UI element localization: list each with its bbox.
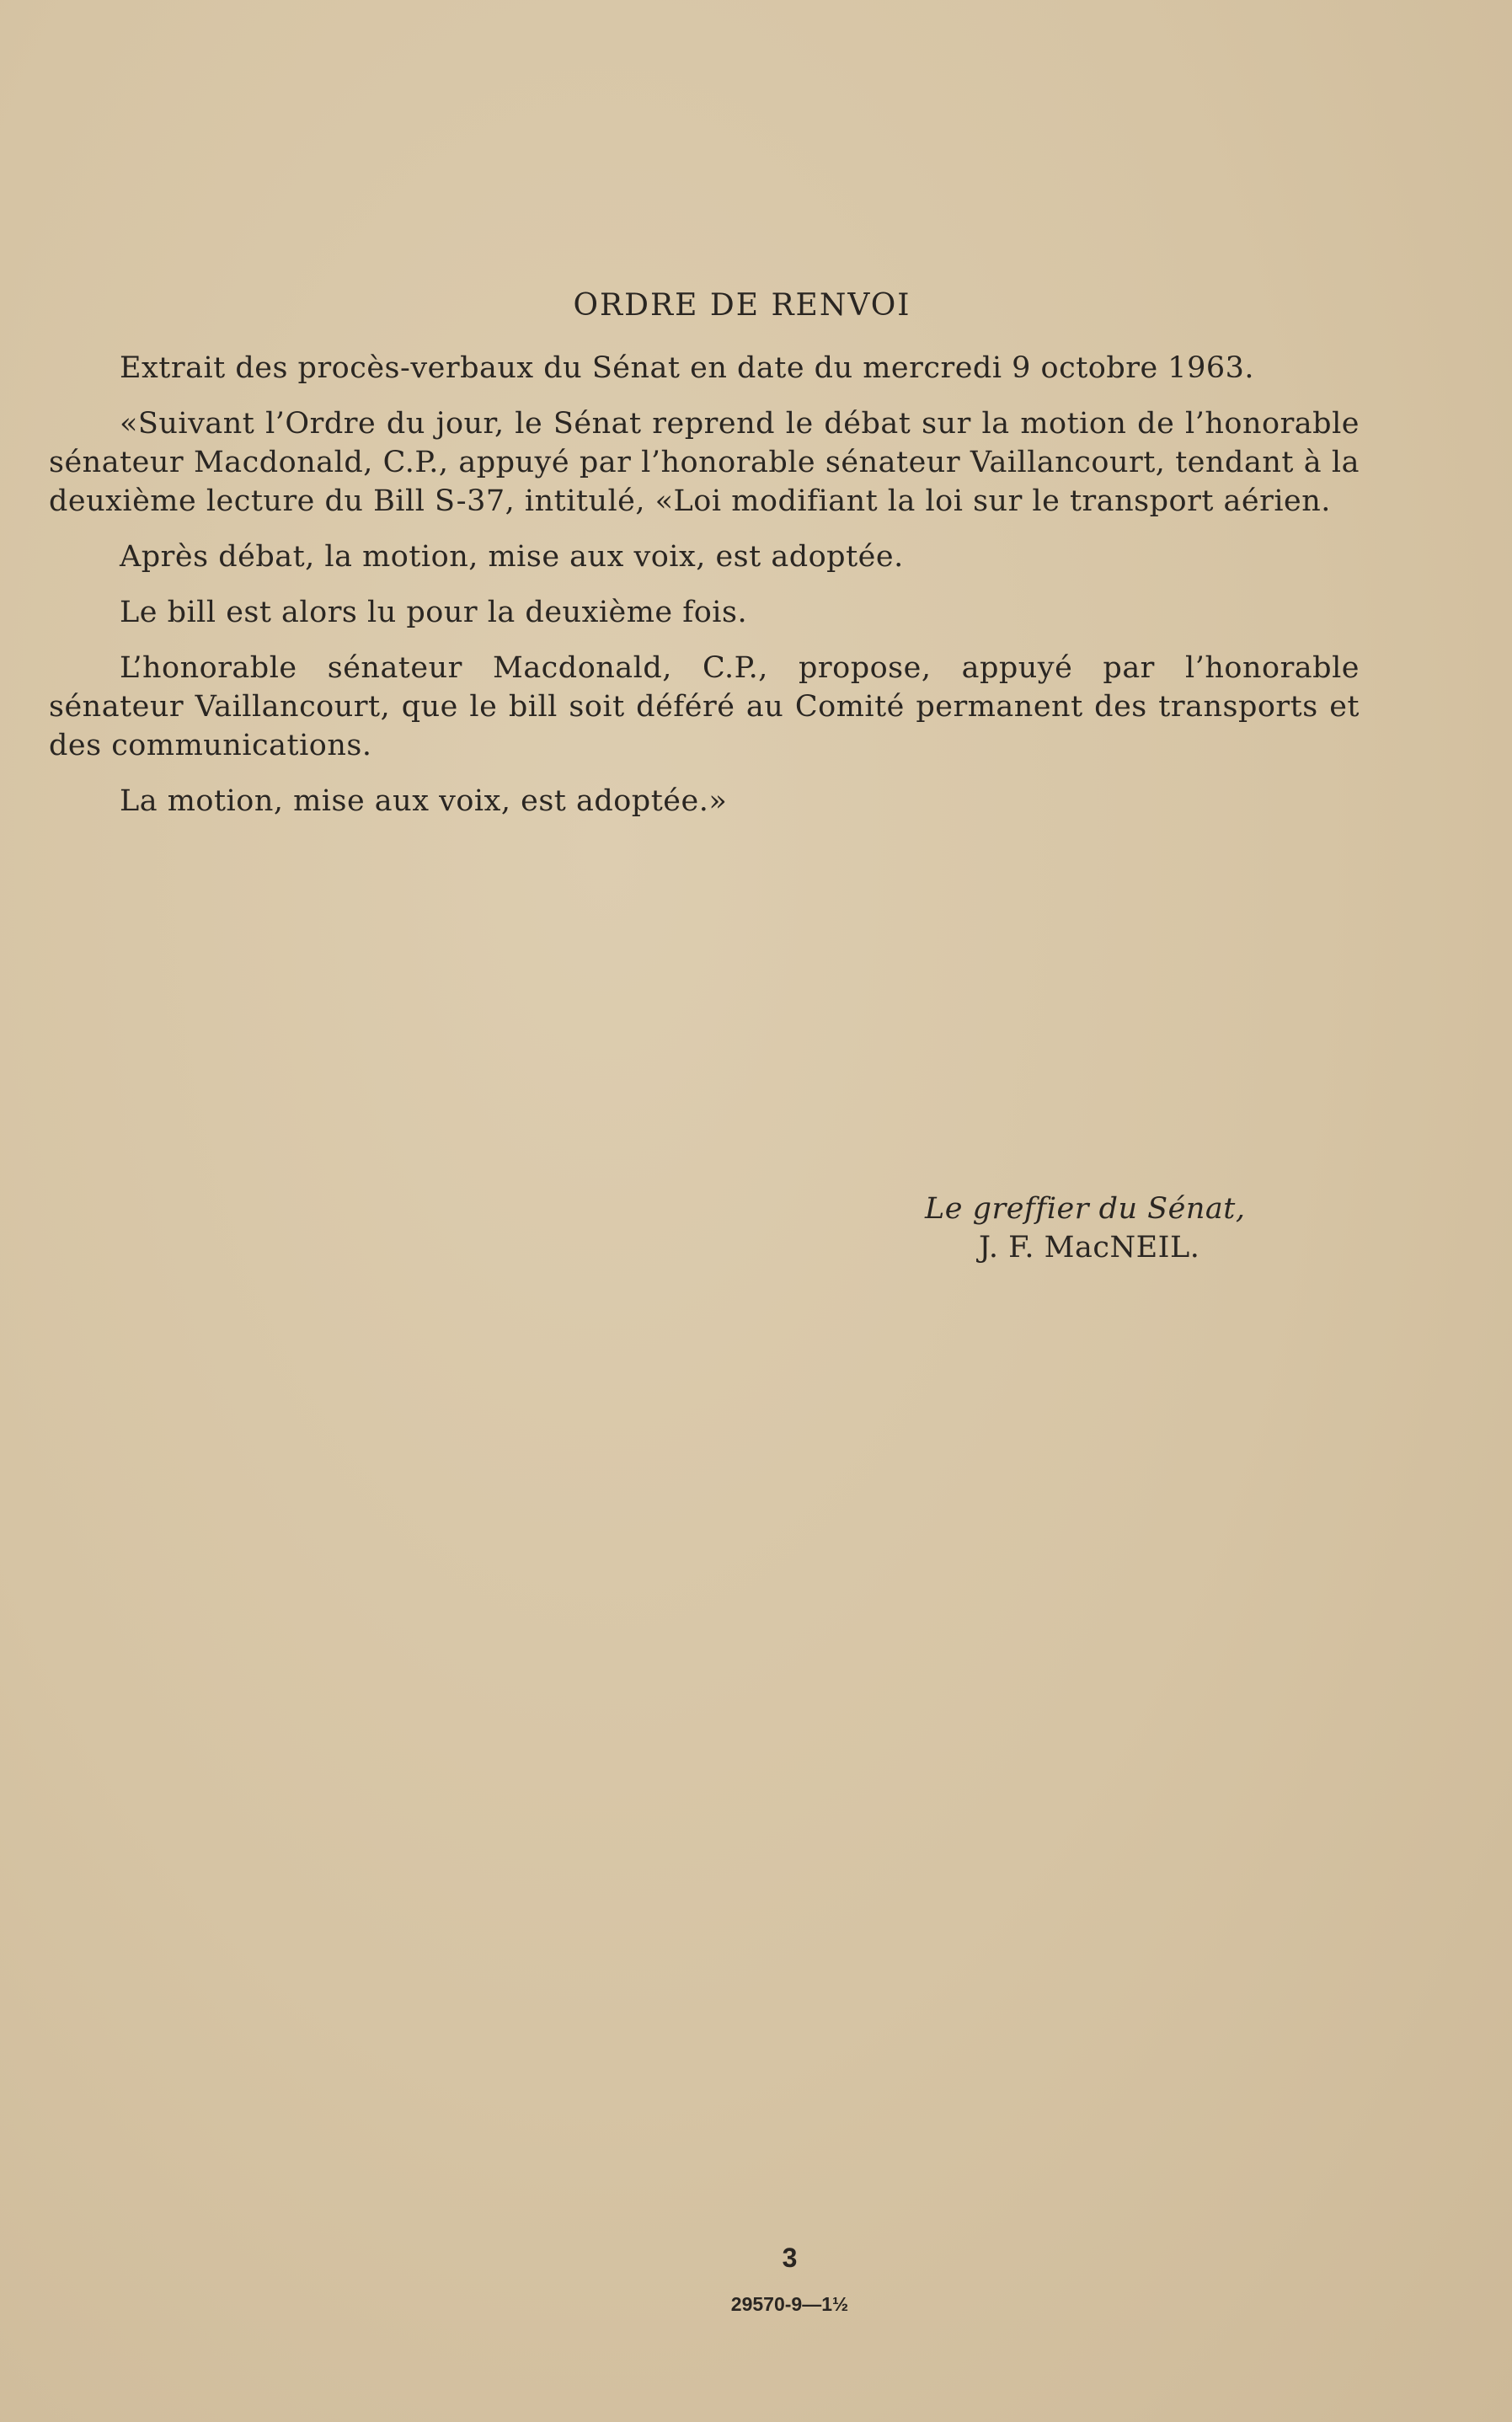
paragraph-final-adopted: La motion, mise aux voix, est adoptée.» — [120, 784, 728, 818]
signature-name: J. F. MacNEIL. — [979, 1231, 1200, 1264]
paragraph-second-reading: Le bill est alors lu pour la deuxième fois. — [120, 596, 748, 629]
paragraph-referral: L’honorable sénateur Macdonald, C.P., propose, appuyé par l’honorable sénateur Vaillancourt, que le bill soit déféré au Comité permanent des transports et des communications. — [49, 651, 1360, 762]
paragraph-adopted: Après débat, la motion, mise aux voix, est adoptée. — [120, 540, 904, 574]
paragraph-extract: Extrait des procès-verbaux du Sénat en date du mercredi 9 octobre 1963. — [120, 351, 1255, 385]
signature-title: Le greffier du Sénat, — [925, 1192, 1246, 1226]
page-number: 3 — [782, 2243, 798, 2273]
print-code: 29570-9—1½ — [730, 2293, 849, 2315]
document-heading: ORDRE DE RENVOI — [573, 288, 911, 323]
document-body — [49, 286, 1360, 1264]
paragraph-motion: «Suivant l’Ordre du jour, le Sénat reprend le débat sur la motion de l’honorable sénateur Macdonald, C.P., appuyé par l’honorable sénateur Vaillancourt, tendant à la deuxième lecture du Bill S-37, intitulé, «Loi modifiant la loi sur le transport aérien. — [49, 407, 1360, 518]
